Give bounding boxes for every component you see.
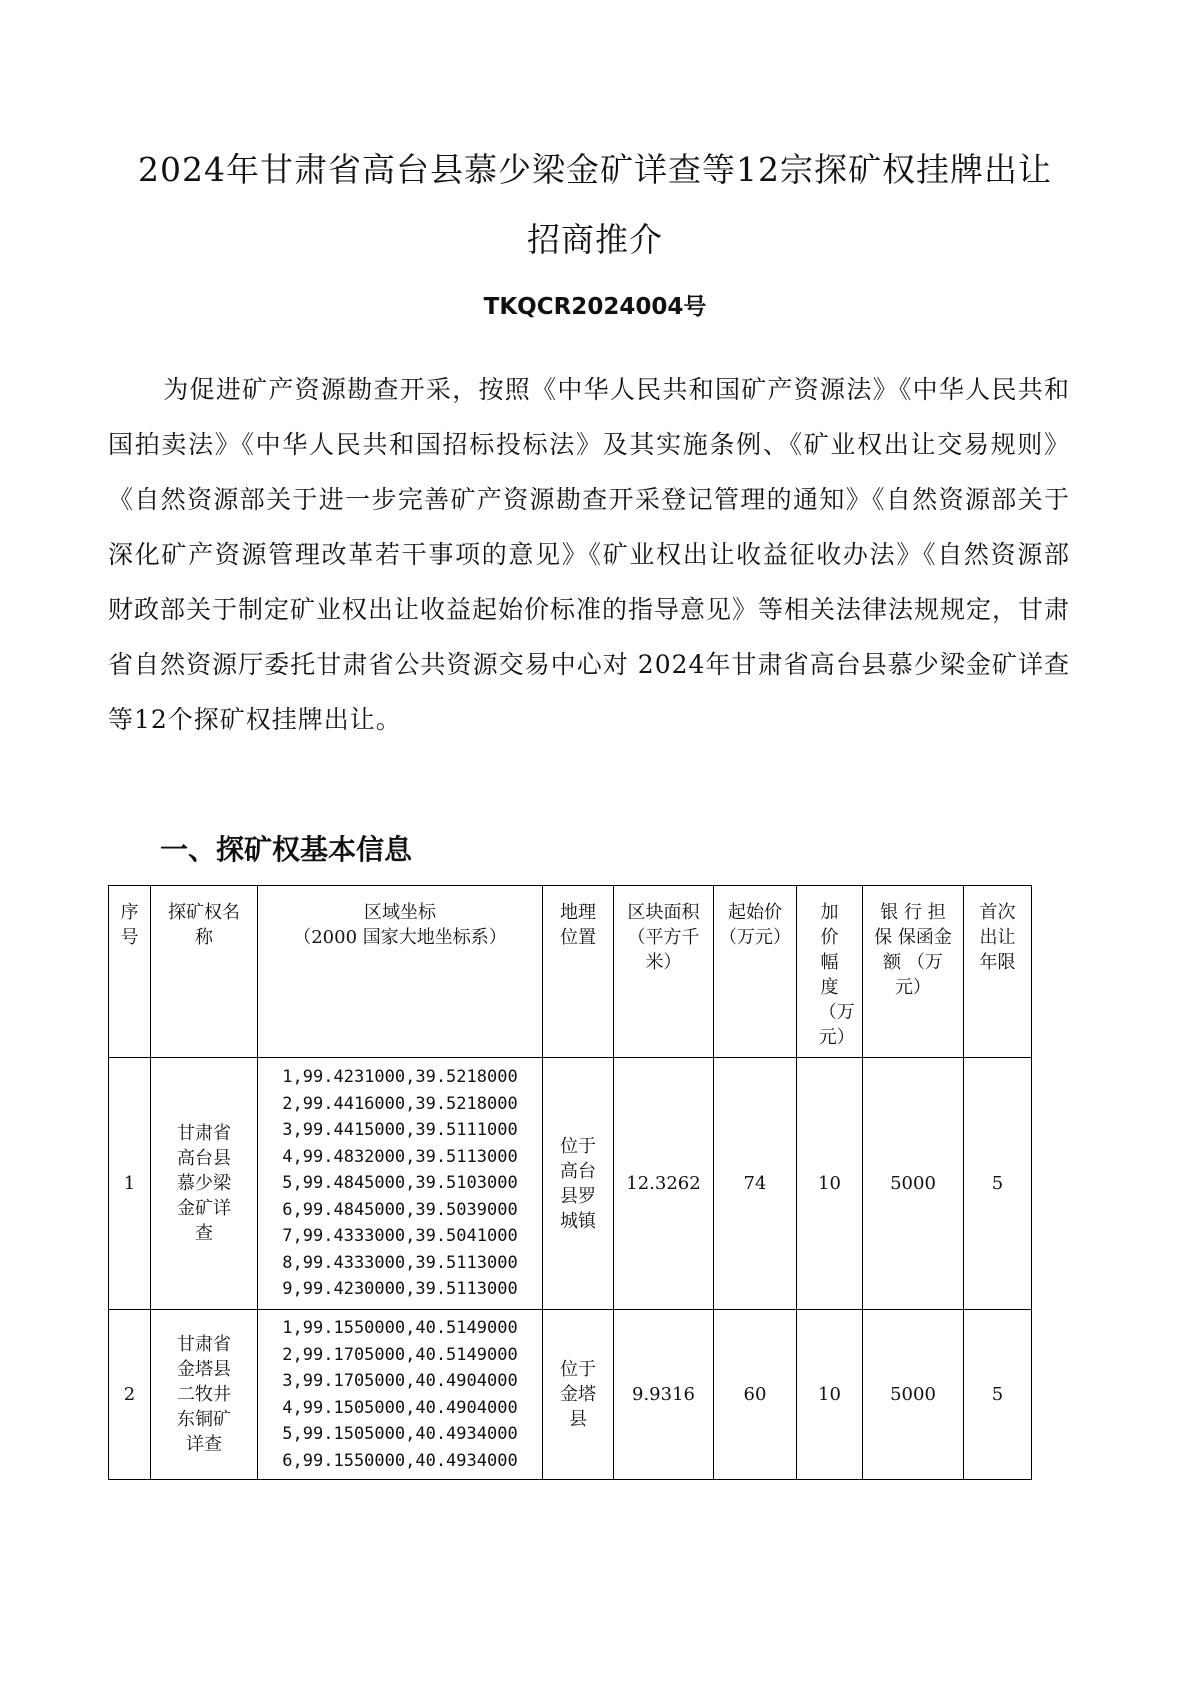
coord-point: 7,99.4333000,39.5041000 [282,1226,518,1247]
cell-guarantee: 5000 [863,1310,964,1480]
cell-increment: 10 [797,1058,863,1310]
coord-point: 6,99.4845000,39.5039000 [282,1199,518,1220]
cell-increment: 10 [797,1310,863,1480]
cell-area: 9.9316 [614,1310,714,1480]
coord-point: 8,99.4333000,39.5113000 [282,1252,518,1273]
cell-guarantee: 5000 [863,1058,964,1310]
coord-point: 2,99.4416000,39.5218000 [282,1093,518,1114]
cell-coords [258,1058,543,1310]
cell-seq: 1 [109,1058,151,1310]
coord-point: 5,99.4845000,39.5103000 [282,1173,518,1194]
intro-text: 为促进矿产资源勘查开采，按照《中华人民共和国矿产资源法》《中华人民共和国拍卖法》《中华人民共和国招标投标法》及其实施条例、《矿业权出让交易规则》《自然资源部关于进一步完善矿产资源勘查开采登记管理的通知》《自然资源部关于深化矿产资源管理改革若干事项的意见》《矿业权出让收益征收办法》《自然资源部财政部关于制定矿业权出让收益起始价标准的指导意见》等相关法律法规规定，甘肃省自然资源厅委托甘肃省公共资源交易中心对 2024年甘肃省高台县慕少梁金矿详查等12个探矿权挂牌出让。 [108,375,1071,734]
header-increment: 加价幅度（万元） [797,886,863,1058]
cell-seq: 2 [109,1310,151,1480]
exploration-rights-table [108,885,1032,1480]
header-seq: 序号 [109,886,151,1058]
coord-point: 3,99.1705000,40.4904000 [282,1371,518,1391]
cell-term: 5 [964,1058,1032,1310]
header-guarantee: 银 行 担保 保函金 额 （万元） [863,886,964,1058]
cell-term: 5 [964,1310,1032,1480]
header-term: 首次出让年限 [964,886,1032,1058]
header-price: 起始价（万元） [714,886,797,1058]
coord-point: 5,99.1505000,40.4934000 [282,1424,518,1444]
coord-point: 1,99.4231000,39.5218000 [282,1067,518,1088]
table-header-row [109,886,1032,1058]
coord-point: 9,99.4230000,39.5113000 [282,1279,518,1300]
cell-area: 12.3262 [614,1058,714,1310]
header-name: 探矿权名称 [151,886,258,1058]
table-row [109,1310,1032,1480]
coord-point: 4,99.1505000,40.4904000 [282,1397,518,1418]
header-coords-sub: （2000 国家大地坐标系） [293,927,507,948]
cell-location: 位于高台县罗城镇 [543,1058,614,1310]
coord-point: 1,99.1550000,40.5149000 [282,1318,518,1338]
coord-point: 4,99.4832000,39.5113000 [282,1146,518,1167]
cell-price: 74 [714,1058,797,1310]
intro-paragraph [108,362,1070,747]
coord-point: 6,99.1550000,40.4934000 [282,1450,518,1471]
document-title-line1: 2024年甘肃省高台县慕少梁金矿详查等12宗探矿权挂牌出让 [138,150,1052,189]
header-coords [258,886,543,1058]
cell-name: 甘肃省高台县慕少梁金矿详查 [151,1058,258,1310]
header-location: 地理位置 [543,886,614,1058]
cell-coords [258,1310,543,1480]
header-area: 区块面积（平方千 米） [614,886,714,1058]
cell-name: 甘肃省金塔县二牧井东铜矿详查 [151,1310,258,1480]
cell-location: 位于金塔县 [543,1310,614,1480]
document-title-line2: 招商推介 [527,220,663,259]
document-number: TKQCR2024004号 [483,294,707,320]
coord-point: 3,99.4415000,39.5111000 [282,1120,518,1141]
table-row [109,1058,1032,1310]
section-heading-1: 一、探矿权基本信息 [160,833,413,866]
header-coords-main: 区域坐标 [364,902,436,923]
cell-price: 60 [714,1310,797,1480]
coord-point: 2,99.1705000,40.5149000 [282,1344,518,1365]
